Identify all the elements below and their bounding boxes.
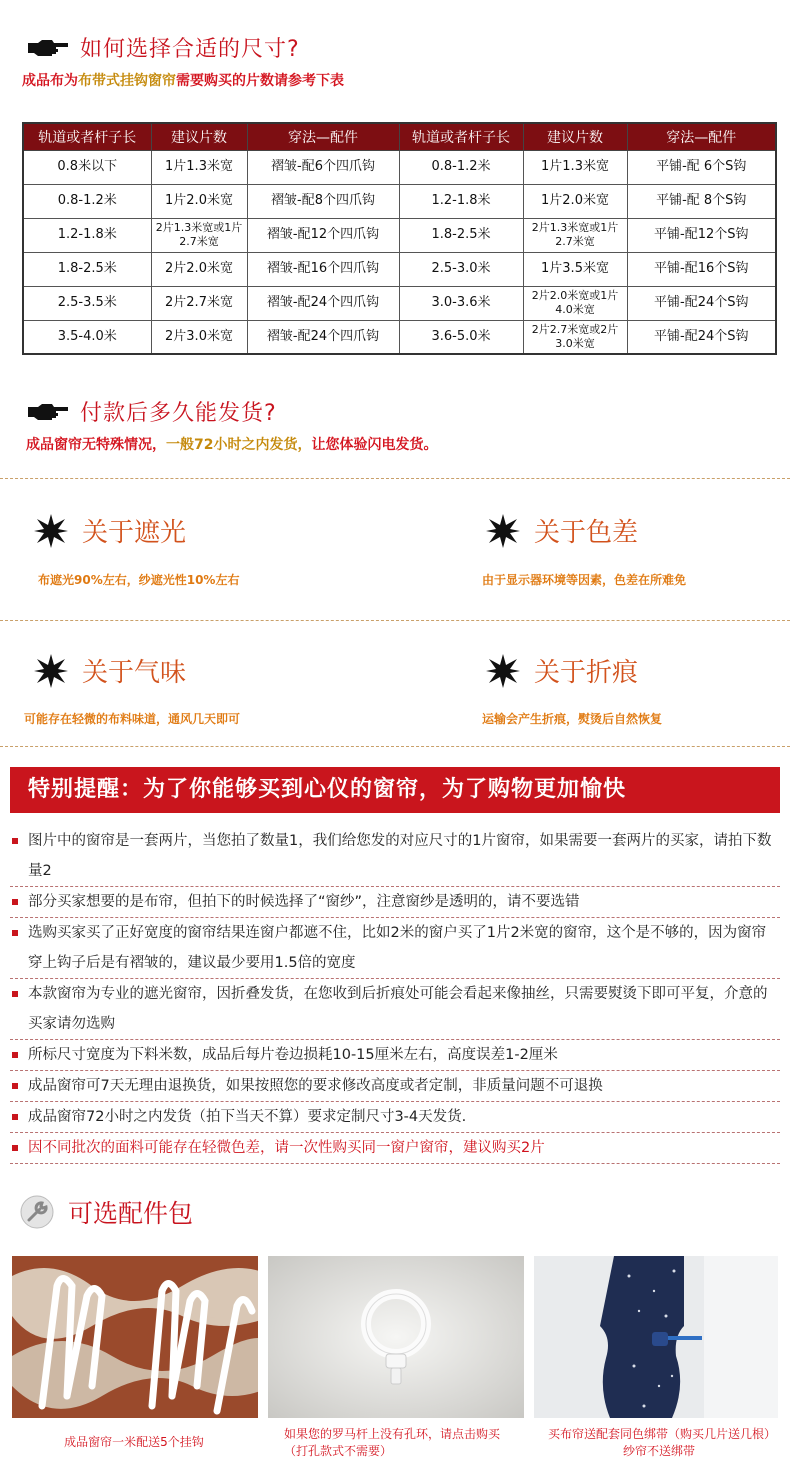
pointing-hand-icon: [26, 401, 70, 423]
table-row: 1.8-2.5米 2片2.0米宽 褶皱-配16个四爪钩 2.5-3.0米 1片3.5米宽 平铺-配16个S钩: [23, 252, 776, 286]
shipping-title: 付款后多久能发货?: [80, 401, 277, 426]
about-smell-title: 关于气味: [34, 652, 186, 689]
bullet-icon: [12, 1083, 18, 1089]
list-item: 成品窗帘72小时之内发货（拍下当天不算）要求定制尺寸3-4天发货.: [10, 1102, 780, 1133]
about-crease-title: 关于折痕: [486, 652, 638, 689]
about-shading-title: 关于遮光: [34, 512, 186, 549]
bullet-icon: [12, 899, 18, 905]
about-color-desc: 由于显示器环境等因素，色差在所难免: [482, 573, 687, 587]
accessories-heading: 可选配件包: [20, 1194, 193, 1230]
wrench-icon: [20, 1195, 54, 1229]
tieback-caption: 买布帘送配套同色绑带（购买几片送几根）纱帘不送绑带: [547, 1427, 770, 1458]
starburst-icon: [34, 514, 68, 548]
size-guide-title: 如何选择合适的尺寸?: [80, 37, 300, 62]
ring-photo: [268, 1256, 524, 1418]
bullet-icon: [12, 1145, 18, 1151]
about-shading-desc: 布遮光90%左右，纱遮光性10%左右: [38, 573, 240, 587]
special-reminder-banner: 特别提醒：为了你能够买到心仪的窗帘，为了购物更加愉快: [10, 767, 780, 813]
list-item: 因不同批次的面料可能存在轻微色差，请一次性购买同一窗户窗帘，建议购买2片: [10, 1133, 780, 1164]
reminder-list: [10, 826, 780, 1164]
bullet-icon: [12, 1114, 18, 1120]
list-item: 本款窗帘为专业的遮光窗帘，因折叠发货，在您收到后折痕处可能会看起来像抽丝，只需要熨烫下即可平复，介意的买家请勿选购: [10, 979, 780, 1040]
divider: [0, 620, 790, 621]
list-item: 成品窗帘可7天无理由退换货，如果按照您的要求修改高度或者定制，非质量问题不可退换: [10, 1071, 780, 1102]
about-crease-desc: 运输会产生折痕，熨烫后自然恢复: [482, 712, 663, 726]
size-table: [22, 122, 777, 355]
divider: [0, 746, 790, 747]
shipping-subtitle: 成品窗帘无特殊情况，一般72小时之内发货，让您体验闪电发货。: [26, 437, 438, 453]
table-row: 3.5-4.0米 2片3.0米宽 褶皱-配24个四爪钩 3.6-5.0米 2片2.7米宽或2片3.0米宽 平铺-配24个S钩: [23, 320, 776, 354]
list-item: 所标尺寸宽度为下料米数，成品后每片卷边损耗10-15厘米左右，高度误差1-2厘米: [10, 1040, 780, 1071]
size-table-header: 轨道或者杆子长 建议片数 穿法—配件 轨道或者杆子长 建议片数 穿法—配件: [23, 123, 776, 150]
size-guide-heading: [26, 32, 300, 63]
about-smell-desc: 可能存在轻微的布料味道，通风几天即可: [24, 712, 241, 726]
table-row: 1.2-1.8米 2片1.3米宽或1片2.7米宽 褶皱-配12个四爪钩 1.8-2.5米 2片1.3米宽或1片2.7米宽 平铺-配12个S钩: [23, 218, 776, 252]
list-item: 图片中的窗帘是一套两片，当您拍了数量1，我们给您发的对应尺寸的1片窗帘，如果需要一套两片的买家，请拍下数量2: [10, 826, 780, 887]
table-row: 0.8米以下 1片1.3米宽 褶皱-配6个四爪钩 0.8-1.2米 1片1.3米宽 平铺-配 6个S钩: [23, 150, 776, 184]
list-item: 选购买家买了正好宽度的窗帘结果连窗户都遮不住，比如2米的窗户买了1片2米宽的窗帘，这个是不够的，因为窗帘穿上钩子后是有褶皱的，建议最少要用1.5倍的宽度: [10, 918, 780, 979]
table-row: 2.5-3.5米 2片2.7米宽 褶皱-配24个四爪钩 3.0-3.6米 2片2.0米宽或1片4.0米宽 平铺-配24个S钩: [23, 286, 776, 320]
pointing-hand-icon: [26, 37, 70, 59]
shipping-heading: [26, 396, 277, 427]
bullet-icon: [12, 930, 18, 936]
table-row: 0.8-1.2米 1片2.0米宽 褶皱-配8个四爪钩 1.2-1.8米 1片2.0米宽 平铺-配 8个S钩: [23, 184, 776, 218]
hooks-caption: 成品窗帘一米配送5个挂钩: [64, 1435, 204, 1449]
starburst-icon: [486, 514, 520, 548]
about-color-title: 关于色差: [486, 512, 638, 549]
bullet-icon: [12, 1052, 18, 1058]
starburst-icon: [486, 654, 520, 688]
starburst-icon: [34, 654, 68, 688]
hooks-photo: [12, 1256, 258, 1418]
size-guide-subtitle: 成品布为布带式挂钩窗帘需要购买的片数请参考下表: [22, 73, 344, 89]
ring-caption: 如果您的罗马杆上没有孔环，请点击购买（打孔款式不需要）: [284, 1427, 501, 1458]
bullet-icon: [12, 991, 18, 997]
divider: [0, 478, 790, 479]
bullet-icon: [12, 838, 18, 844]
list-item: 部分买家想要的是布帘，但拍下的时候选择了“窗纱”，注意窗纱是透明的，请不要选错: [10, 887, 780, 918]
tieback-photo: [534, 1256, 778, 1418]
